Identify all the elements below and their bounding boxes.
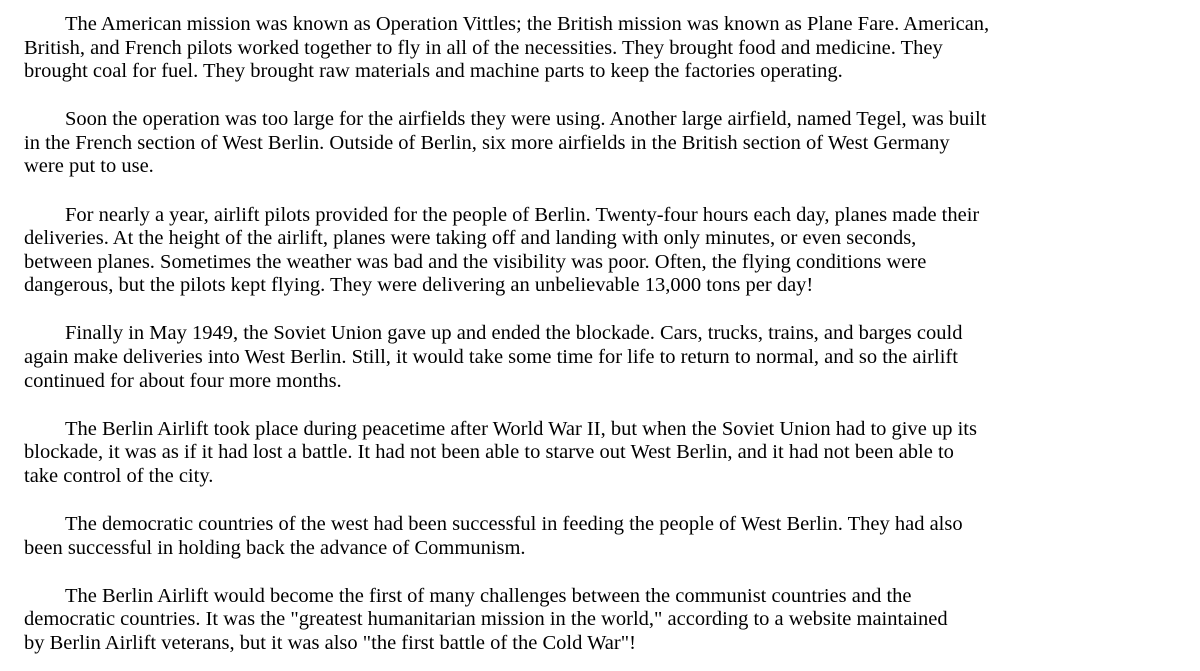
text-line: For nearly a year, airlift pilots provided for the people of Berlin. Twenty-four hours each day, planes made their <box>65 203 980 226</box>
document-body <box>24 13 1174 655</box>
text-line: democratic countries. It was the "greatest humanitarian mission in the world," according to a website maintained <box>24 608 948 631</box>
text-line: British, and French pilots worked together to fly in all of the necessities. They brought food and medicine. They <box>24 36 943 59</box>
paragraph-1 <box>24 13 1174 84</box>
text-line: continued for about four more months. <box>24 369 342 392</box>
text-line: been successful in holding back the advance of Communism. <box>24 536 526 559</box>
text-line: again make deliveries into West Berlin. Still, it would take some time for life to return to normal, and so the airlift <box>24 346 958 369</box>
text-line: dangerous, but the pilots kept flying. They were delivering an unbelievable 13,000 tons per day! <box>24 274 814 297</box>
text-line: take control of the city. <box>24 464 214 487</box>
text-line: The Berlin Airlift would become the first of many challenges between the communist countries and the <box>65 584 912 607</box>
text-line: were put to use. <box>24 155 154 178</box>
text-line: in the French section of West Berlin. Outside of Berlin, six more airfields in the British section of West Germany <box>24 131 950 154</box>
paragraph-2 <box>24 108 1174 179</box>
paragraph-6 <box>24 513 1174 560</box>
paragraph-3 <box>24 204 1174 298</box>
text-line: blockade, it was as if it had lost a battle. It had not been able to starve out West Berlin, and it had not been able to <box>24 441 954 464</box>
paragraph-4 <box>24 322 1174 393</box>
text-line: The democratic countries of the west had been successful in feeding the people of West Berlin. They had also <box>65 513 963 535</box>
text-line: between planes. Sometimes the weather was bad and the visibility was poor. Often, the flying conditions were <box>24 250 927 273</box>
text-line: Soon the operation was too large for the airfields they were using. Another large airfield, named Tegel, was built <box>65 108 987 131</box>
paragraph-5 <box>24 418 1174 489</box>
text-line: brought coal for fuel. They brought raw materials and machine parts to keep the factories operating. <box>24 60 843 83</box>
text-line: Finally in May 1949, the Soviet Union gave up and ended the blockade. Cars, trucks, trains, and barges could <box>65 322 963 345</box>
text-line: The American mission was known as Operation Vittles; the British mission was known as Plane Fare. American, <box>65 13 990 35</box>
text-line: The Berlin Airlift took place during peacetime after World War II, but when the Soviet Union had to give up its <box>65 417 977 440</box>
text-line: deliveries. At the height of the airlift, planes were taking off and landing with only minutes, or even seconds, <box>24 227 917 250</box>
paragraph-7 <box>24 585 1174 656</box>
text-line: by Berlin Airlift veterans, but it was also "the first battle of the Cold War"! <box>24 631 636 654</box>
